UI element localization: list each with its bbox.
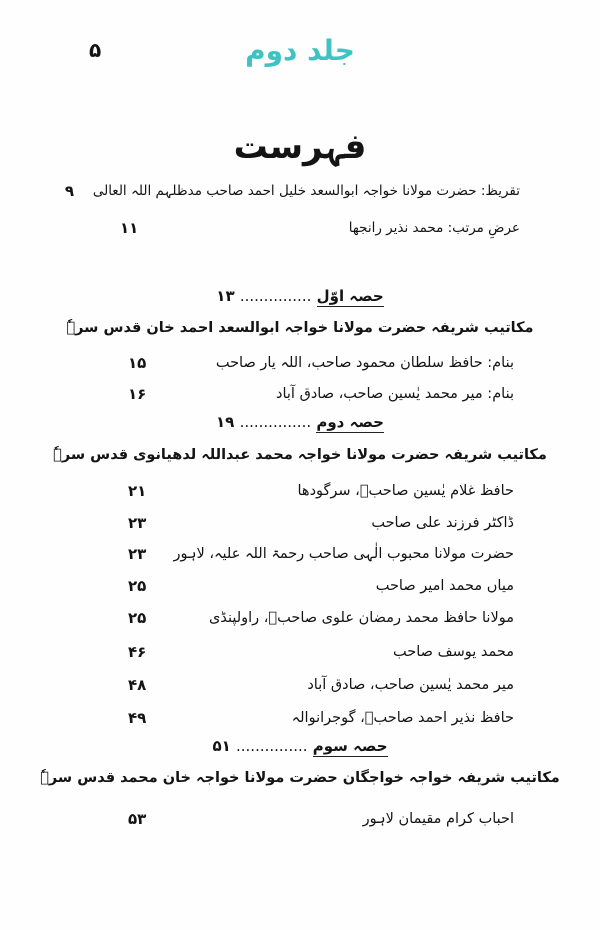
part1-heading[interactable] (0, 287, 600, 313)
entry-page: ۲۵ (128, 609, 147, 627)
entry-title: احباب کرام مقیمان لاہور (362, 811, 514, 827)
page-number: ۵ (89, 38, 102, 62)
entry-page: ۱۶ (128, 385, 147, 403)
dot-leader: ............... (236, 737, 308, 755)
toc-entry[interactable] (128, 639, 514, 665)
toc-entry[interactable] (128, 510, 514, 536)
dot-leader: ............... (239, 413, 312, 431)
part2-letters-of: مکاتیب شریفہ حضرت مولانا خواجہ محمد عبداللہ لدھیانوی قدس سرہٗ (53, 447, 547, 463)
entry-title: میر محمد یٰسین صاحب، صادق آباد (307, 677, 514, 693)
toc-entry-arz-e-murattib[interactable] (120, 215, 520, 241)
entry-page: ۵۳ (128, 810, 147, 828)
entry-page: ۴۸ (128, 676, 147, 694)
part1-page: ۱۳ (216, 287, 235, 305)
part3-letters-of: مکاتیب شریفہ خواجہ خواجگان حضرت مولانا خواجہ خان محمد قدس سرہٗ (40, 770, 560, 786)
toc-entry[interactable] (128, 672, 514, 698)
part1-letters-of: مکاتیب شریفہ حضرت مولانا خواجہ ابوالسعد احمد خان قدس سرہٗ (66, 320, 534, 336)
volume-title: جلد دوم (245, 34, 355, 67)
entry-title: بنام: حافظ سلطان محمود صاحب، اللہ یار صاحب (215, 355, 514, 371)
entry-page: ۲۱ (128, 482, 147, 500)
entry-page: ۹ (64, 182, 74, 200)
toc-entry[interactable] (128, 478, 514, 504)
entry-title: حافظ غلام یٰسین صاحبؒ، سرگودھا (297, 483, 514, 499)
toc-entry[interactable] (128, 605, 514, 631)
entry-title: بنام: میر محمد یٰسین صاحب، صادق آباد (276, 386, 514, 402)
entry-page: ۴۶ (128, 643, 147, 661)
toc-entry[interactable] (128, 573, 514, 599)
entry-title: مولانا حافظ محمد رمضان علوی صاحبؒ، راولپنڈی (208, 610, 514, 626)
toc-entry[interactable] (128, 541, 514, 567)
toc-entry[interactable] (128, 381, 514, 407)
entry-page: ۴۹ (128, 709, 147, 727)
toc-entry-taqreez[interactable] (64, 178, 520, 204)
toc-heading: فہرست (233, 127, 367, 167)
part3-label: حصہ سوم (312, 737, 388, 755)
part3-page: ۵۱ (212, 737, 231, 755)
part2-page: ۱۹ (216, 413, 235, 431)
part1-label: حصہ اوّل (316, 287, 384, 305)
part3-heading[interactable] (0, 737, 600, 763)
entry-title: حافظ نذیر احمد صاحبؒ، گوجرانوالہ (291, 710, 514, 726)
entry-title: حضرت مولانا محبوب الٰہی صاحب رحمۃ اللہ علیہ، لاہور (173, 546, 514, 562)
part2-label: حصہ دوم (316, 413, 384, 431)
entry-page: ۱۵ (128, 354, 147, 372)
dot-leader: ............... (239, 287, 312, 305)
entry-page: ۲۳ (128, 514, 147, 532)
entry-page: ۲۵ (128, 577, 147, 595)
entry-title: تقریظ: حضرت مولانا خواجہ ابوالسعد خلیل احمد صاحب مدظلہم اللہ العالی (92, 183, 520, 199)
toc-entry[interactable] (128, 705, 514, 731)
toc-entry[interactable] (128, 350, 514, 376)
entry-page: ۲۳ (128, 545, 147, 563)
toc-entry[interactable] (128, 806, 514, 832)
part2-heading[interactable] (0, 413, 600, 439)
entry-page: ۱۱ (120, 219, 139, 237)
entry-title: محمد یوسف صاحب (393, 644, 514, 660)
entry-title: ڈاکٹر فرزند علی صاحب (371, 515, 514, 531)
entry-title: عرضِ مرتب: محمد نذیر رانجھا (348, 220, 520, 236)
entry-title: میاں محمد امیر صاحب (375, 578, 514, 594)
